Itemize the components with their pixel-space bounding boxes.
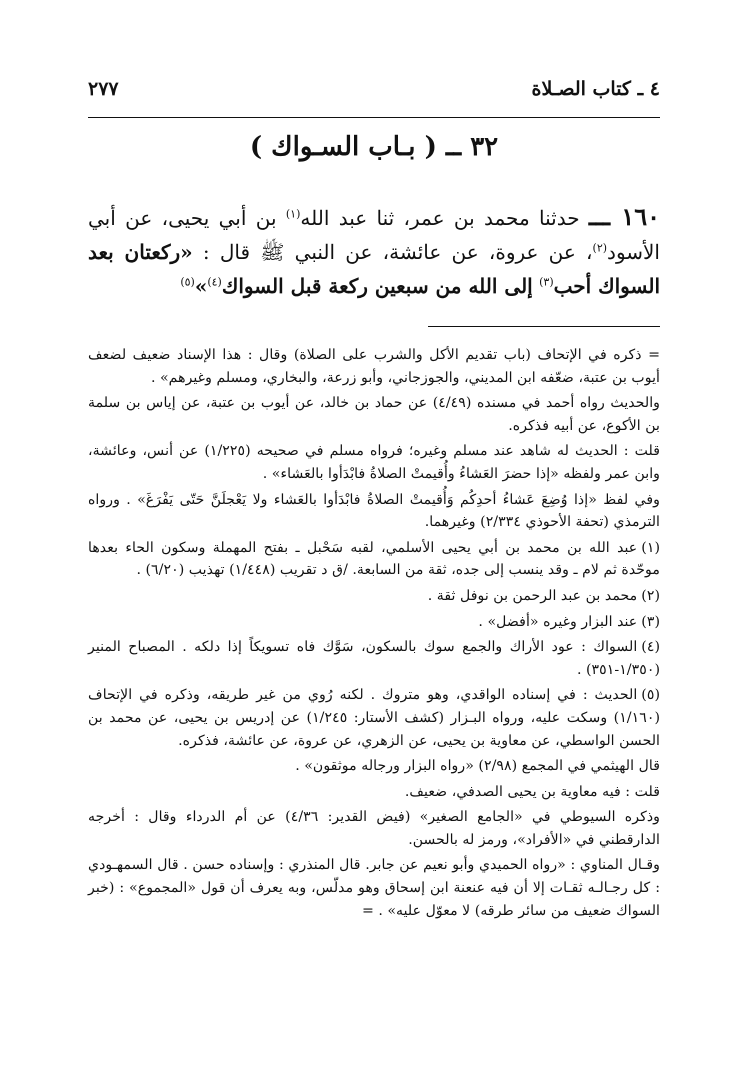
hadith-quote-1: «ركعتان بعد السواك أحب	[88, 240, 660, 298]
hadith-quote-end: »	[194, 274, 208, 298]
footnote-5	[88, 684, 660, 752]
hadith-chain-2: بن أبي يحيى، عن أبي الأسود	[88, 206, 660, 264]
hadith-text	[88, 200, 660, 303]
footnote-2	[88, 585, 660, 608]
footnote-text: عبد الله بن محمد بن أبي يحيى الأسلمي، لقبه سَحْبل ـ بفتح المهملة وسكون الحاء بعدها موحّدة ثم لام ـ وقد ينسب إلى جده، ثقة من السابعة. /ق د تقريب (١/٤٤٨) تهذيب (٦/٢٠) .	[88, 539, 660, 579]
footnote-mark: (١)	[641, 539, 660, 556]
footnote-text: والحديث رواه أحمد في مسنده (٤/٤٩) عن حماد بن خالد، عن أيوب بن عتبة، عن إياس بن سلمة بن الأكوع، عن أبيه فذكره.	[88, 395, 660, 434]
footnote-continuation	[88, 392, 660, 437]
footnote-text: قلت : الحديث له شاهد عند مسلم وغيره؛ فرواه مسلم في صحيحه (١/٢٢٥) عن أنس، وعائشة، وابن عمر ولفظه «إذا حضرَ العَشاءُ وأُقيمتْ الصلاةُ فابْدَأوا بالعَشاء» .	[88, 443, 660, 482]
footnote-text: قلت : فيه معاوية بن يحيى الصدفي، ضعيف.	[404, 783, 660, 800]
footnote-3	[88, 611, 660, 634]
chapter-title: ٣٢ ــ ( بـاب السـواك )	[249, 132, 499, 162]
footnote-continuation	[88, 755, 660, 778]
footnote-continuation	[88, 781, 660, 804]
footnote-text: السواك : عود الأراك والجمع سوك بالسكون، سَوَّك فاه تسويكاً إذا دلكه . المصباح المنير (١/٣٥٠-٣٥١) .	[88, 639, 660, 678]
footnote-continuation	[88, 489, 660, 534]
footnote-mark: (٤)	[641, 639, 660, 656]
footnote-continuation	[88, 806, 660, 851]
hadith-chain-3: ، عن عروة، عن عائشة، عن النبي ﷺ قال :	[202, 240, 593, 264]
footnote-text: الحديث : في إسناده الواقدي، وهو متروك . لكنه رُوي من غير طريقه، وذكره في الإتحاف (١/١٦٠) وسكت عليه، ورواه البـزار (كشف الأستار: ١/٢٤٥) عن إدريس بن يحيى، عن محمد بن الحسن الواسطي، عن معاوية بن يحيى، عن الزهري، عن عروة، عن عائشة، فذكره.	[88, 687, 660, 749]
running-head	[88, 78, 660, 108]
footnote-text: وفي لفظ «إذا وُضِعَ عَشاءُ أحدِكُم وَأُقيمتْ الصلاةُ فابْدَأوا بالعَشاء ولا يَعْجلَنَّ حَتّى يَفْرَغَ» . ورواه الترمذي (تحفة الأحوذي ٢/٣٣٤) وغيرهما.	[88, 491, 660, 531]
page-number: ٢٧٧	[88, 78, 119, 100]
footnote-mark: (٣)	[641, 613, 660, 630]
footnote-text: وقـال المناوي : «رواه الحميدي وأبو نعيم عن جابر. قال المنذري : وإسناده حسن . قال السمهـودي : كل رجـالـه ثقـات إلا أن فيه عنعنة ابن إسحاق وهو مدلّس، وبه يعرف أن قول «المجموع» : (خبر السواك ضعيف من سائر طرقه) لا معوّل عليه» . =	[88, 857, 660, 919]
footnote-1	[88, 537, 660, 582]
footnote-continuation	[88, 344, 660, 389]
footnote-separator	[428, 326, 660, 327]
header-rule	[88, 117, 660, 118]
footnote-4	[88, 636, 660, 681]
footnote-continuation	[88, 854, 660, 922]
footnote-ref-3: (٣)	[539, 275, 554, 289]
footnote-text: قال الهيثمي في المجمع (٢/٩٨) «رواه البزار ورجاله موثقون» .	[295, 758, 660, 775]
footnote-ref-1: (١)	[285, 207, 301, 221]
hadith-paragraph	[88, 200, 660, 303]
hadith-chain-1: حدثنا محمد بن عمر، ثنا عبد الله	[300, 206, 580, 230]
footnote-mark: (٥)	[641, 687, 660, 704]
footnote-continuation	[88, 440, 660, 485]
footnote-mark: (٢)	[641, 587, 660, 604]
footnote-ref-4: (٤)	[207, 275, 222, 289]
footnote-ref-2: (٢)	[592, 241, 608, 255]
running-head-chapter: ٤ ـ كتاب الصـلاة	[531, 78, 660, 100]
footnote-text: وذكره السيوطي في «الجامع الصغير» (فيض القدير: ٤/٣٦) عن أم الدرداء وقال : أخرجه الدارقطني في «الأفراد»، ورمز له بالحسن.	[88, 809, 660, 848]
hadith-quote-2: إلى الله من سبعين ركعة قبل السواك	[221, 274, 533, 298]
footnote-text: عند البزار وغيره «أفضل» .	[478, 613, 638, 630]
footnote-ref-5: (٥)	[180, 275, 195, 289]
footnotes	[88, 344, 660, 925]
hadith-number: ١٦٠ ـــ	[588, 202, 661, 231]
footnote-text: = ذكره في الإتحاف (باب تقديم الأكل والشرب على الصلاة) وقال : هذا الإسناد ضعيف لضعف أيوب بن عتبة، ضعّفه ابن المديني، والجوزجاني، وأبو زرعة، والبخاري، ومسلم وغيرهم» .	[88, 347, 660, 386]
footnote-text: محمد بن عبد الرحمن بن نوفل ثقة .	[427, 587, 638, 604]
